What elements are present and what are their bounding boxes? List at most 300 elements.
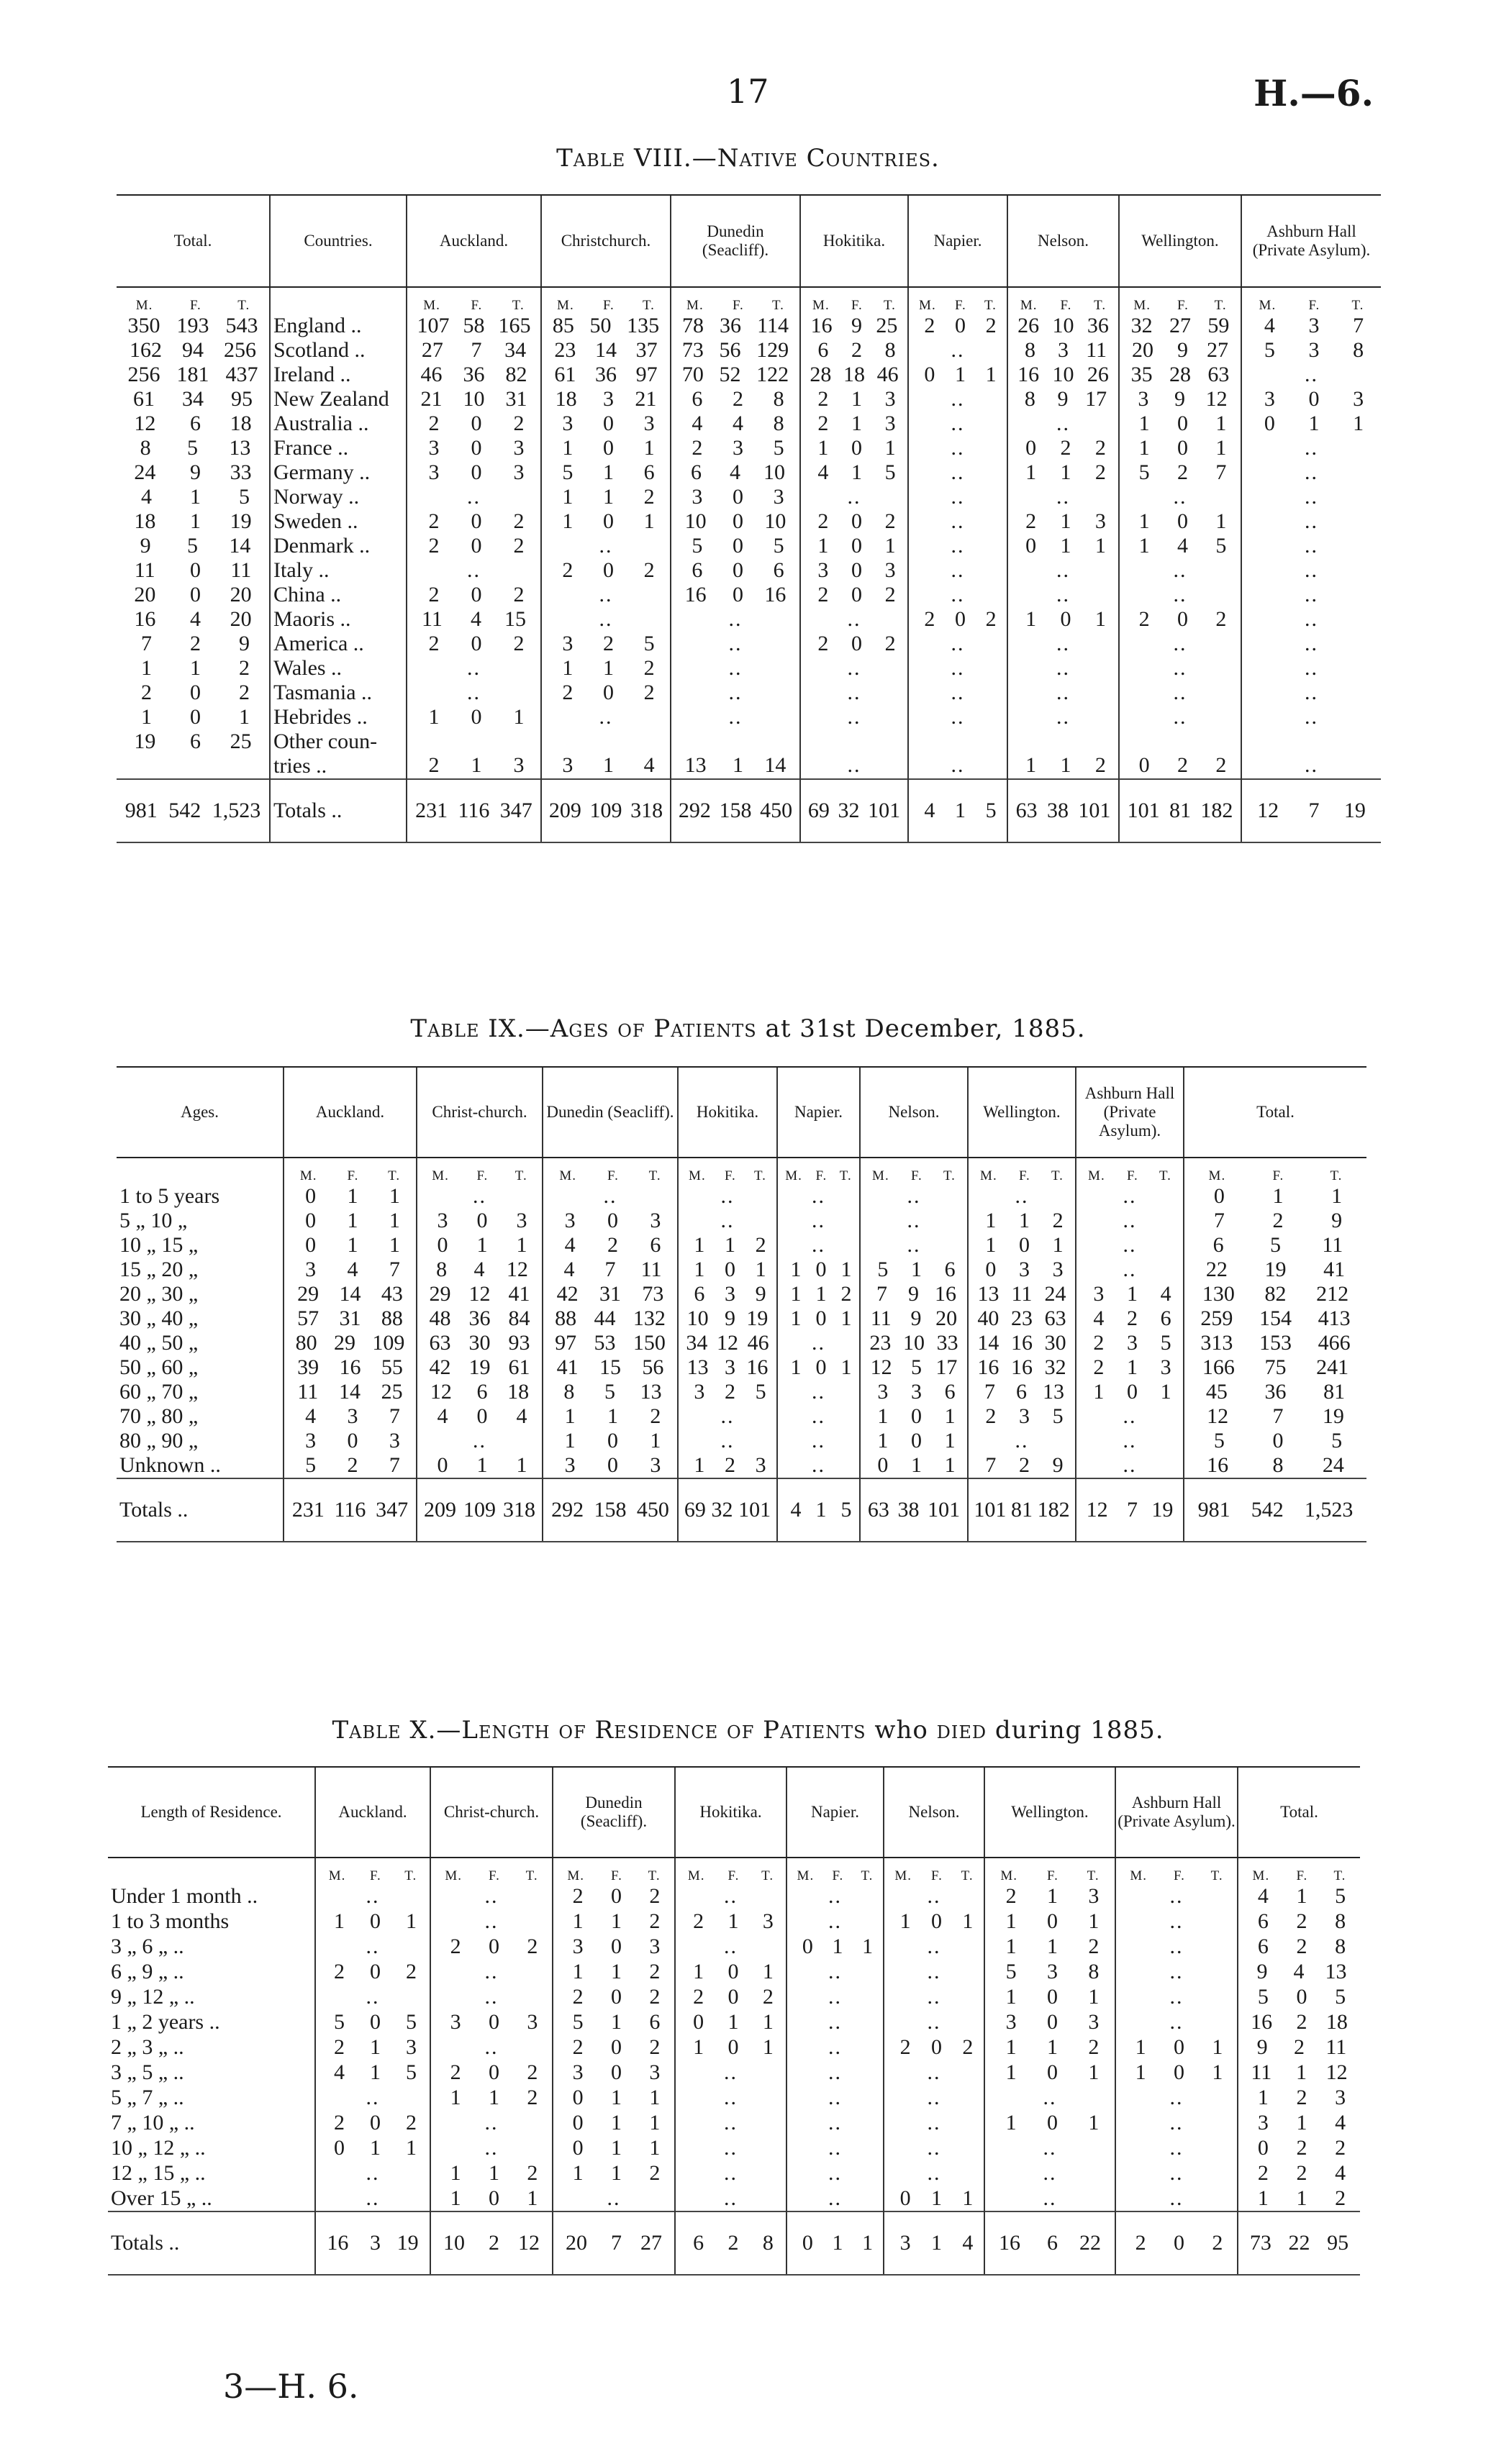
table9-cell: 130 82 212 [1184,1282,1366,1306]
table10-cell: 1 0 1 [1115,2035,1238,2060]
table8-cell: 27 7 34 [407,338,541,363]
table8-row [117,509,1381,534]
table9-total-cell: 231 116 347 [284,1478,417,1542]
table8-header-wellington: Wellington. [1119,195,1241,287]
table10-header-napier: Napier. [786,1767,884,1858]
table8-header-auckland: Auckland. [407,195,541,287]
table10-cell: 2 2 4 [1238,2161,1360,2186]
table9-total-cell: 69 32 101 [678,1478,777,1542]
table8-row-label: Germany .. [270,460,407,485]
table10-cell: .. [884,2086,984,2111]
table8-cell: 3 2 5 [541,632,671,656]
table10-mft-label: M. [445,1868,463,1883]
table9-cell: .. [417,1184,543,1209]
table8-cell: .. [671,705,800,729]
table8-cell: 18 1 19 [134,509,252,533]
table9-row-label: 60 „ 70 „ [119,1380,199,1404]
table9-caption: Table IX.—Ages of Patients at 31st December, 1885. [410,1014,1086,1043]
table9-cell: 1 0 1 [777,1306,860,1331]
table8-row-label: Ireland .. [270,363,407,387]
table9-cell: 1 1 2 [968,1209,1076,1233]
table8-mft-label: M. [812,298,830,313]
table8-total-cell: 4 1 5 [908,779,1007,842]
table10-cell: .. [884,2111,984,2136]
table10-cell: .. [315,2086,430,2111]
table8-cell: 0 2 2 [1007,436,1119,460]
table8-row [117,436,1381,460]
table10-cell: .. [1115,1985,1238,2010]
page-number: 17 [727,72,769,111]
table10-mft-label: T. [648,1868,661,1883]
table8-totals-label: Totals .. [270,779,407,842]
table10-cell: 5 3 8 [984,1960,1115,1985]
table9-cell: 1 0 1 [1076,1380,1184,1404]
table9-header-total: Total. [1184,1067,1366,1158]
table8-row [117,534,1381,558]
table10-mft-row [108,1858,1360,1884]
table10-cell: 2 0 2 [315,1960,430,1985]
table9-total-cell: 292 158 450 [543,1478,678,1542]
table9-mft-label: T. [1159,1168,1171,1183]
table8-cell: .. [541,534,671,558]
table8-row [117,656,1381,681]
table8-cell: .. [908,583,1007,607]
table8-cell: .. [1241,509,1381,534]
table10-total-cell: 16 3 19 [315,2211,430,2275]
table10-cell: .. [1115,2186,1238,2211]
table9-row [117,1453,1366,1478]
table10-row-label: 7 „ 10 „ .. [111,2111,195,2135]
table9-total-cell: 12 7 19 [1076,1478,1184,1542]
table8-cell: 61 36 97 [541,363,671,387]
table8-header-christchurch: Christchurch. [541,195,671,287]
table10-row [108,2086,1360,2111]
table9-cell: 259 154 413 [1184,1306,1366,1331]
table8-row-label: Australia .. [270,412,407,436]
table8-cell: 1 0 1 [541,436,671,460]
table8-cell: 4 1 5 [800,460,908,485]
table10-cell: 1 0 1 [884,1909,984,1935]
table9-cell: 1 0 1 [543,1429,678,1453]
table9-cell: 5 0 5 [1184,1429,1366,1453]
table8-mft-label: F. [603,298,615,313]
table8-total-cell: 292 158 450 [671,779,800,842]
table9-cell: .. [777,1209,860,1233]
table9-cell: 4 2 6 [543,1233,678,1258]
table8-cell: 16 0 16 [671,583,800,607]
table8-cell: 46 36 82 [407,363,541,387]
table8-cell: .. [1241,729,1381,779]
table8-cell: .. [908,509,1007,534]
table9-cell: .. [968,1429,1076,1453]
table8-caption: Table VIII.—Native Countries. [556,144,940,173]
table9-cell: 12 7 19 [1184,1404,1366,1429]
table8-cell: 11 0 11 [134,558,252,582]
table8-cell: 1 0 1 [1119,412,1241,436]
table9-cell: 0 1 1 [284,1184,417,1209]
table9-cell: 13 11 24 [968,1282,1076,1306]
table8-cell: .. [908,729,1007,779]
table9-cell: 80 29 109 [284,1331,417,1355]
table8-cell: 1 1 2 [541,485,671,509]
table10-total-cell: 3 1 4 [884,2211,984,2275]
table9-cell: 0 3 3 [968,1258,1076,1282]
table9-row-label: 50 „ 60 „ [119,1355,199,1379]
table9-total-cell: 981 542 1,523 [1184,1478,1366,1542]
table9-row-label: 1 to 5 years [119,1184,220,1208]
table9-cell: 3 3 6 [860,1380,968,1404]
table8-cell: .. [407,681,541,705]
table10-mft-label: T. [404,1868,417,1883]
table10-mft-label: T. [1333,1868,1346,1883]
table10-cell: .. [884,1960,984,1985]
table10-row [108,2111,1360,2136]
table8-cell: 2 1 3 [1007,509,1119,534]
table8-cell: .. [908,632,1007,656]
table10-cell: .. [884,2010,984,2035]
table9-row-label: 30 „ 40 „ [119,1306,199,1330]
table9-mft-label: M. [559,1168,577,1183]
table10-totals-row [108,2211,1360,2275]
table8-row-label: Denmark .. [270,534,407,558]
table10-cell: 0 1 1 [786,1935,884,1960]
table8-mft-label: M. [557,298,574,313]
table10-cell: .. [430,1884,553,1909]
table10-cell: .. [675,2111,786,2136]
table8-mft-label: F. [1177,298,1189,313]
table10-cell: 3 0 3 [553,2060,675,2086]
table9-cell: 29 12 41 [417,1282,543,1306]
table9-cell: 2 3 5 [1076,1331,1184,1355]
table9-cell: 4 0 4 [417,1404,543,1429]
table8-row-label: China .. [270,583,407,607]
table9-cell: 14 16 30 [968,1331,1076,1355]
table10-cell: 3 1 4 [1238,2111,1360,2136]
table9-mft-label: M. [872,1168,889,1183]
table8-cell: .. [1119,705,1241,729]
table8-cell: .. [908,412,1007,436]
table8-cell: 0 1 1 [1007,534,1119,558]
table10-row-label: 2 „ 3 „ .. [111,2035,184,2059]
table10-mft-label: M. [328,1868,346,1883]
table8-cell: 0 1 1 [1241,412,1381,436]
table8-total-cell: 12 7 19 [1241,779,1381,842]
table8-cell: 1 0 1 [1119,509,1241,534]
table10-cell: .. [884,2161,984,2186]
table10-cell: 0 1 1 [553,2136,675,2161]
table9-cell: .. [968,1184,1076,1209]
table10-cell: 16 2 18 [1238,2010,1360,2035]
table8-cell: 1 1 2 [141,656,250,680]
table9-row [117,1331,1366,1355]
table8-cell: 6 0 6 [671,558,800,583]
table8-mft-label: M. [686,298,704,313]
table8-cell: 1 1 2 [1007,460,1119,485]
table9-row [117,1306,1366,1331]
table10-cell: .. [786,2111,884,2136]
table8-cell: 28 18 46 [800,363,908,387]
table10-cell: .. [430,1960,553,1985]
table9-header-christ-church: Christ-church. [417,1067,543,1158]
table9-mft-row [117,1158,1366,1184]
table10-cell: .. [786,2060,884,2086]
table8-mft-label: T. [1214,298,1227,313]
table10-cell: 4 1 5 [1238,1884,1360,1909]
table9-row [117,1282,1366,1306]
table10-cell: .. [675,2086,786,2111]
table8-cell: 9 5 14 [140,534,251,558]
table8-cell: 1 0 1 [1119,436,1241,460]
table8-row-label: Sweden .. [270,509,407,534]
table10-cell: 1 0 1 [675,1960,786,1985]
table9-mft-label: M. [1088,1168,1105,1183]
table9-cell: 1 1 2 [678,1233,777,1258]
table9-total-cell: 63 38 101 [860,1478,968,1542]
table10-row [108,2035,1360,2060]
table8-cell: 3 0 3 [1241,387,1381,412]
table10-cell: .. [430,2111,553,2136]
table8-row [117,460,1381,485]
table8-cell: .. [1241,607,1381,632]
table9-cell: .. [860,1233,968,1258]
table10-cell: 2 0 2 [553,2035,675,2060]
table8-mft-label: T. [1351,298,1364,313]
table9-cell: 0 1 1 [1184,1184,1366,1209]
table10-cell: 1 0 1 [1115,2060,1238,2086]
table8-header-total: Total. [117,195,270,287]
table8-cell: .. [1241,485,1381,509]
table8-cell: .. [671,656,800,681]
table10-cell: 9 4 13 [1238,1960,1360,1985]
table10-row [108,2010,1360,2035]
table9-cell: .. [777,1429,860,1453]
table8-cell: .. [800,656,908,681]
table9-row [117,1233,1366,1258]
table9-cell: 1 0 1 [860,1429,968,1453]
table9-cell: 1 0 1 [678,1258,777,1282]
table10-mft-label: F. [370,1868,381,1883]
table8-cell: 20 0 20 [134,583,252,606]
table9-mft-label: M. [785,1168,802,1183]
table8-cell: 2 0 2 [407,509,541,534]
table9-row-label: 5 „ 10 „ [119,1209,188,1232]
table10-mft-label: T. [525,1868,538,1883]
table8-mft-label: M. [1259,298,1277,313]
document-reference: H.—6. [1254,72,1374,114]
table8-cell: 162 94 256 [130,338,256,362]
table8-cell: 3 0 3 [407,460,541,485]
table9-mft-label: T. [388,1168,401,1183]
table9-cell: 57 31 88 [284,1306,417,1331]
table8-cell: 3 0 3 [407,436,541,460]
table10-row-label: 10 „ 12 „ .. [111,2136,206,2160]
table8-row [117,681,1381,705]
table10-header-total: Total. [1238,1767,1360,1858]
table8-cell: 1 0 1 [541,509,671,534]
table10-cell: 2 0 2 [315,2111,430,2136]
table10-cell: 6 2 8 [1238,1935,1360,1960]
table10-mft-label: M. [1252,1868,1270,1883]
table10-cell: 1 1 2 [430,2161,553,2186]
table9-cell: 1 1 2 [777,1282,860,1306]
table8-cell: 70 52 122 [671,363,800,387]
table8-cell: 3 0 3 [541,412,671,436]
table8-mft-label: T. [512,298,525,313]
table8-cell: .. [908,705,1007,729]
table10-row [108,2161,1360,2186]
table8-cell: .. [908,681,1007,705]
table8-cell: 5 3 8 [1241,338,1381,363]
table10-cell: .. [315,2186,430,2211]
table10-cell: .. [430,2035,553,2060]
table9-row [117,1380,1366,1404]
table9-cell: 42 19 61 [417,1355,543,1380]
table8-mft-label: F. [471,298,483,313]
table9-cell: 8 4 12 [417,1258,543,1282]
table9-mft-label: M. [689,1168,706,1183]
table9-mft-label: F. [815,1168,828,1183]
table8-cell: .. [908,338,1007,363]
table9-row [117,1429,1366,1453]
table10-row [108,1960,1360,1985]
table8-mft-label: F. [1060,298,1072,313]
table9-cell: 5 2 7 [284,1453,417,1478]
table8-cell: 7 2 9 [141,632,250,655]
table9-cell: 45 36 81 [1184,1380,1366,1404]
table10-cell: .. [786,2086,884,2111]
table10-cell: 1 1 2 [984,2035,1115,2060]
table10-cell: 1 2 3 [1238,2086,1360,2111]
table10-row [108,1909,1360,1935]
table8-total-cell: 69 32 101 [800,779,908,842]
table10-cell: .. [315,2161,430,2186]
table9-cell: 0 1 1 [860,1453,968,1478]
table8-cell: .. [1007,656,1119,681]
table8-cell: 2 0 2 [407,412,541,436]
table10-cell: 1 1 2 [984,1935,1115,1960]
table8-cell: 2 0 2 [541,558,671,583]
table8-row-label: New Zealand [270,387,407,412]
table9-cell: 1 0 1 [777,1355,860,1380]
table8-header-nelson: Nelson. [1007,195,1119,287]
table9-cell: 6 5 11 [1184,1233,1366,1258]
table9-cell: 42 31 73 [543,1282,678,1306]
table8-mft-label: M. [919,298,936,313]
table10-mft-label: M. [894,1868,912,1883]
table10-cell: .. [675,2136,786,2161]
table9-cell: 313 153 466 [1184,1331,1366,1355]
table10-cell: 9 2 11 [1238,2035,1360,2060]
table9-cell: 7 6 13 [968,1380,1076,1404]
table10-mft-label: F. [832,1868,844,1883]
table9-cell: 4 3 7 [284,1404,417,1429]
table9-cell: 7 2 9 [968,1453,1076,1478]
table8-cell: 3 0 3 [671,485,800,509]
table10-row-label: Under 1 month .. [111,1884,258,1908]
table9-cell: 0 1 1 [417,1453,543,1478]
table9-row-label: 70 „ 80 „ [119,1404,199,1428]
table9-cell: 3 1 4 [1076,1282,1184,1306]
table8-cell: 32 27 59 [1119,314,1241,338]
table10-cell: .. [675,2161,786,2186]
table10-mft-label: T. [961,1868,974,1883]
table10-cell: .. [1115,2136,1238,2161]
table9-totals-label: Totals .. [117,1478,284,1542]
table8-cell: 2 0 2 [800,632,908,656]
table8-row-label: America .. [270,632,407,656]
table10-cell: 3 0 3 [553,1935,675,1960]
table9-header-ashburn-hall-private-asylum: Ashburn Hall (Private Asylum). [1076,1067,1184,1158]
table10-cell: .. [1115,2010,1238,2035]
table9-cell: .. [543,1184,678,1209]
table10-cell: .. [786,1884,884,1909]
table8-cell: .. [1007,412,1119,436]
table10 [108,1766,1360,2276]
table9-header-napier: Napier. [777,1067,860,1158]
table9-cell: 23 10 33 [860,1331,968,1355]
table9-header-hokitika: Hokitika. [678,1067,777,1158]
table10-cell: 1 1 2 [430,2086,553,2111]
table8-cell: .. [908,460,1007,485]
table8-cell: .. [1241,460,1381,485]
table8-cell: 26 10 36 [1007,314,1119,338]
table10-cell: .. [675,2186,786,2211]
table10-cell: .. [430,1985,553,2010]
table10-cell: 2 1 3 [675,1909,786,1935]
table9-row-label: 15 „ 20 „ [119,1258,199,1281]
table9-cell: 1 2 3 [678,1453,777,1478]
table9-cell: 166 75 241 [1184,1355,1366,1380]
table8-header-hokitika: Hokitika. [800,195,908,287]
table9-mft-label: T. [839,1168,852,1183]
table8-cell: .. [908,656,1007,681]
table10-cell: 5 0 5 [315,2010,430,2035]
table9-cell: 16 8 24 [1184,1453,1366,1478]
table10-cell: .. [786,1960,884,1985]
table8-cell: 0 1 1 [908,363,1007,387]
table9-cell: 48 36 84 [417,1306,543,1331]
table8 [117,194,1381,843]
table8-row [117,729,1381,779]
table8-cell: .. [671,681,800,705]
table10-cell: .. [430,1909,553,1935]
table9-cell: .. [1076,1429,1184,1453]
table10-row-label: 1 „ 2 years .. [111,2010,220,2034]
table8-cell: .. [671,607,800,632]
table9-cell: 13 3 16 [678,1355,777,1380]
table8-header-dunedin-seacliff: Dunedin (Seacliff). [671,195,800,287]
table10-cell: 1 0 1 [984,1985,1115,2010]
table10-mft-label: F. [1047,1868,1058,1883]
table9-cell: .. [777,1233,860,1258]
table8-mft-label: F. [851,298,863,313]
table8-row [117,485,1381,509]
table8-mft-label: T. [642,298,655,313]
table9-cell: .. [860,1184,968,1209]
table8-cell: .. [541,607,671,632]
table8-cell: .. [1119,558,1241,583]
table8-row-label: Norway .. [270,485,407,509]
footer-signature: 3—H. 6. [223,2367,359,2406]
table10-cell: .. [984,2086,1115,2111]
table8-cell: .. [800,607,908,632]
table9-cell: 40 23 63 [968,1306,1076,1331]
table9-cell: 29 14 43 [284,1282,417,1306]
table10-header-wellington: Wellington. [984,1767,1115,1858]
table8-row-label: Other coun- tries .. [270,729,407,779]
table8-cell: .. [671,632,800,656]
table8-cell: .. [1241,681,1381,705]
